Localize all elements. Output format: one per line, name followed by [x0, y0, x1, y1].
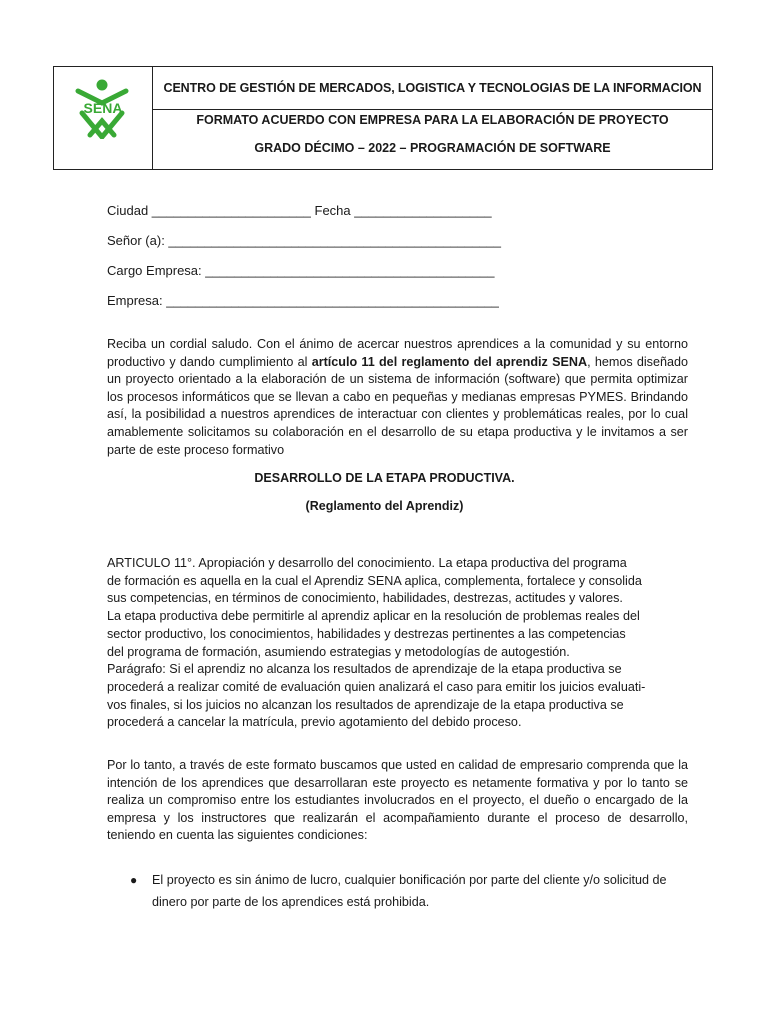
logo-text: SENA — [83, 100, 123, 116]
article-line: procederá a cancelar la matrícula, previo agotamiento del debido proceso. — [107, 715, 522, 730]
intro-paragraph — [107, 336, 688, 459]
sena-logo-icon — [72, 77, 134, 139]
field-empresa[interactable]: Empresa: ______________________________________________ — [107, 293, 499, 308]
article-line: La etapa productiva debe permitirle al aprendiz aplicar en la resolución de problemas reales del — [107, 609, 640, 624]
section-subtitle: (Reglamento del Aprendiz) — [305, 499, 464, 513]
intro-text-2: , hemos diseñado un proyecto orientado a la elaboración de un sistema de información (software) que permita optimizar los procesos informáticos que se llevan a cabo en pequeñas y medianas empresas PYMES. Brindando así, la posibilidad a nuestros aprendices de interactuar con clientes y problemáticas reales, por lo cual amablemente solicitamos su colaboración en el desarrollo de su etapa productiva y le invitamos a ser parte de este proceso formativo — [107, 354, 688, 457]
conclusion-paragraph: Por lo tanto, a través de este formato buscamos que usted en calidad de empresario comprenda que la intención de los aprendices que desarrollaran este proyecto es netamente formativa y por lo tanto se realiza un compromiso entre los estudiantes involucrados en el proyecto, el dueño o encargado de la empresa y los instructores que realizarán el acompañamiento durante el proceso de desarrollo, teniendo en cuenta las siguientes condiciones: — [107, 758, 688, 843]
field-ciudad-fecha[interactable] — [107, 203, 492, 218]
article-line: sus competencias, en términos de conocimiento, habilidades, destrezas, actitudes y valores. — [107, 591, 623, 606]
header-row2 — [153, 110, 712, 169]
article-line: Parágrafo: Si el aprendiz no alcanza los resultados de aprendizaje de la etapa productiva se — [107, 662, 622, 677]
fecha-line: Fecha ___________________ — [314, 203, 492, 218]
field-cargo[interactable]: Cargo Empresa: ________________________________________ — [107, 263, 495, 278]
field-senor[interactable]: Señor (a): ______________________________________________ — [107, 233, 501, 248]
ciudad-line: Ciudad ______________________ — [107, 203, 311, 218]
intro-bold: artículo 11 del reglamento del aprendiz SENA — [311, 354, 588, 369]
logo-cell — [54, 67, 153, 169]
article-line: del programa de formación, asumiendo estrategias y metodologías de autogestión. — [107, 644, 570, 659]
article-line: ARTICULO 11°. Apropiación y desarrollo del conocimiento. La etapa productiva del programa — [107, 556, 627, 570]
center-name: CENTRO DE GESTIÓN DE MERCADOS, LOGISTICA Y TECNOLOGIAS DE LA INFORMACION — [153, 67, 712, 110]
article-line: de formación es aquella en la cual el Aprendiz SENA aplica, complementa, fortalece y consolida — [107, 573, 642, 588]
article-11 — [107, 555, 697, 732]
grade-line: GRADO DÉCIMO – 2022 – PROGRAMACIÓN DE SOFTWARE — [254, 141, 611, 155]
bullet-text: El proyecto es sin ánimo de lucro, cualquier bonificación por parte del cliente y/o solicitud de dinero por parte de los aprendices está prohibida. — [152, 873, 667, 909]
article-line: procederá a realizar comité de evaluación quien analizará el caso para emitir los juicios evaluati- — [107, 679, 646, 694]
section-title: DESARROLLO DE LA ETAPA PRODUCTIVA. — [254, 471, 515, 485]
header-table — [53, 66, 713, 170]
article-line: sector productivo, los conocimientos, habilidades y destrezas pertinentes a las competencias — [107, 626, 626, 641]
intro-text-1: Reciba un cordial saludo. Con el ánimo de acercar nuestros aprendices a la comunidad y su entorno productivo y dando cumplimiento al — [107, 337, 688, 369]
article-line: vos finales, si los juicios no alcanzan los resultados de aprendizaje de la etapa productiva se — [107, 697, 624, 712]
bullet-icon: ● — [130, 873, 138, 887]
format-title: FORMATO ACUERDO CON EMPRESA PARA LA ELABORACIÓN DE PROYECTO — [196, 113, 669, 127]
